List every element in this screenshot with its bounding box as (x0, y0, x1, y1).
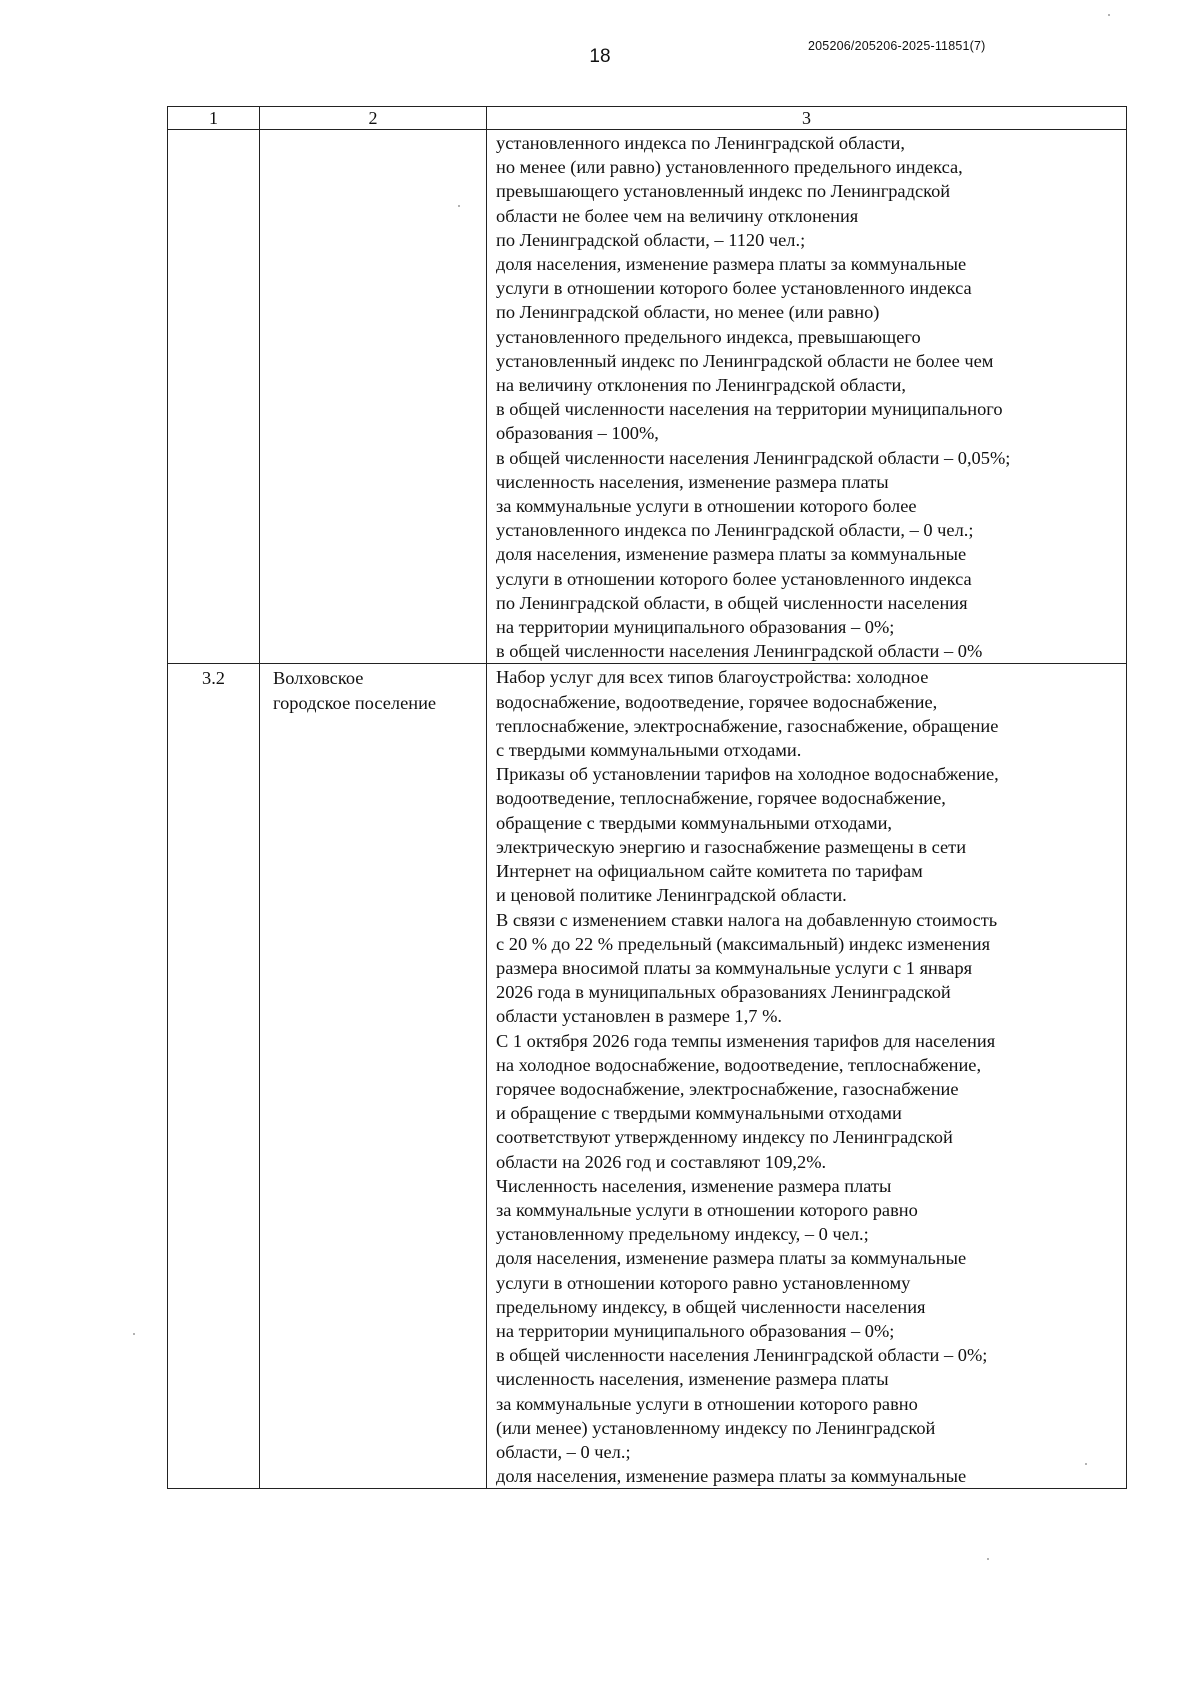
description-line: на территории муниципального образования – 0%; (496, 617, 895, 638)
description-line: установленному предельному индексу, – 0 чел.; (496, 1224, 869, 1245)
description-line: но менее (или равно) установленного предельного индекса, (496, 157, 963, 178)
description-line: (или менее) установленному индексу по Ленинградской (496, 1417, 936, 1438)
description-line: водоотведение, теплоснабжение, горячее водоснабжение, (496, 788, 946, 809)
description-line: теплоснабжение, электроснабжение, газоснабжение, обращение (496, 715, 999, 736)
municipality-name-line: Волховское (273, 668, 364, 689)
description-line: с 20 % до 22 % предельный (максимальный) индекс изменения (496, 933, 991, 954)
municipality-name-line: городское поселение (273, 692, 437, 713)
description-line: образования – 100%, (496, 423, 659, 444)
description-line: и обращение с твердыми коммунальными отходами (496, 1103, 902, 1124)
description-line: доля населения, изменение размера платы за коммунальные (496, 1466, 967, 1487)
description-line: Численность населения, изменение размера платы (496, 1175, 892, 1196)
description-line: С 1 октября 2026 года темпы изменения тарифов для населения (496, 1030, 996, 1051)
description-line: В связи с изменением ставки налога на добавленную стоимость (496, 909, 998, 930)
description-line: установленного индекса по Ленинградской области, (496, 133, 905, 153)
description-line: области установлен в размере 1,7 %. (496, 1006, 783, 1027)
description-line: 2026 года в муниципальных образованиях Ленинградской (496, 982, 951, 1003)
description-line: доля населения, изменение размера платы за коммунальные (496, 1248, 967, 1269)
description-line: на холодное водоснабжение, водоотведение, теплоснабжение, (496, 1054, 982, 1075)
description-line: области не более чем на величину отклонения (496, 205, 859, 226)
scan-speck (1108, 14, 1110, 16)
description-line: за коммунальные услуги в отношении которого равно (496, 1199, 918, 1220)
description-line: доля населения, изменение размера платы за коммунальные (496, 544, 967, 565)
description-line: на величину отклонения по Ленинградской области, (496, 375, 906, 396)
table-header-row (168, 107, 1127, 130)
scan-speck (133, 1333, 135, 1335)
scan-speck (987, 1558, 989, 1560)
description-line: услуги в отношении которого равно установленному (496, 1272, 911, 1293)
page-number: 18 (589, 46, 611, 67)
description-line: размера вносимой платы за коммунальные услуги с 1 января (496, 957, 973, 978)
municipality-name-cell (260, 664, 487, 1489)
column-header: 1 (168, 107, 260, 130)
description-line: электрическую энергию и газоснабжение размещены в сети (496, 836, 967, 857)
description-line: по Ленинградской области, – 1120 чел.; (496, 229, 806, 250)
description-line: численность населения, изменение размера платы (496, 471, 889, 492)
description-cell (487, 130, 1127, 664)
description-line: Приказы об установлении тарифов на холодное водоснабжение, (496, 764, 999, 785)
description-line: области, – 0 чел.; (496, 1441, 631, 1462)
description-line: в общей численности населения Ленинградской области – 0,05%; (496, 447, 1011, 468)
description-line: в общей численности населения Ленинградской области – 0% (496, 641, 983, 662)
description-line: Интернет на официальном сайте комитета по тарифам (496, 861, 923, 882)
description-line: в общей численности населения на территории муниципального (496, 399, 1003, 420)
description-line: по Ленинградской области, но менее (или равно) (496, 302, 880, 323)
document-code: 205206/205206-2025-11851(7) (808, 39, 986, 53)
description-line: услуги в отношении которого более установленного индекса (496, 278, 972, 299)
description-line: установленного предельного индекса, превышающего (496, 326, 921, 347)
description-line: численность населения, изменение размера платы (496, 1369, 889, 1390)
scan-speck (458, 205, 460, 207)
description-line: на территории муниципального образования – 0%; (496, 1320, 895, 1341)
column-header: 2 (260, 107, 487, 130)
row-number-cell (168, 130, 260, 664)
municipality-name-cell (260, 130, 487, 664)
description-line: за коммунальные услуги в отношении которого равно (496, 1393, 918, 1414)
data-table (167, 106, 1127, 1489)
table-row (168, 664, 1127, 1489)
description-cell (487, 664, 1127, 1489)
description-line: предельному индексу, в общей численности населения (496, 1296, 926, 1317)
description-line: соответствуют утвержденному индексу по Ленинградской (496, 1127, 953, 1148)
description-line: с твердыми коммунальными отходами. (496, 740, 802, 761)
description-line: превышающего установленный индекс по Ленинградской (496, 181, 951, 202)
description-line: и ценовой политике Ленинградской области. (496, 885, 847, 906)
description-line: за коммунальные услуги в отношении которого более (496, 496, 917, 517)
description-line: горячее водоснабжение, электроснабжение, газоснабжение (496, 1078, 959, 1099)
table-row (168, 130, 1127, 664)
description-line: обращение с твердыми коммунальными отходами, (496, 812, 893, 833)
description-line: услуги в отношении которого более установленного индекса (496, 568, 972, 589)
description-line: установленного индекса по Ленинградской области, – 0 чел.; (496, 520, 974, 541)
description-line: доля населения, изменение размера платы за коммунальные (496, 254, 967, 275)
description-line: установленный индекс по Ленинградской области не более чем (496, 350, 994, 371)
row-number-cell: 3.2 (168, 664, 260, 1489)
column-header: 3 (487, 107, 1127, 130)
description-line: Набор услуг для всех типов благоустройства: холодное (496, 667, 929, 688)
description-line: области на 2026 год и составляют 109,2%. (496, 1151, 827, 1172)
description-line: по Ленинградской области, в общей численности населения (496, 592, 968, 613)
description-line: в общей численности населения Ленинградской области – 0%; (496, 1345, 988, 1366)
scan-speck (1085, 1463, 1087, 1465)
description-line: водоснабжение, водоотведение, горячее водоснабжение, (496, 691, 938, 712)
